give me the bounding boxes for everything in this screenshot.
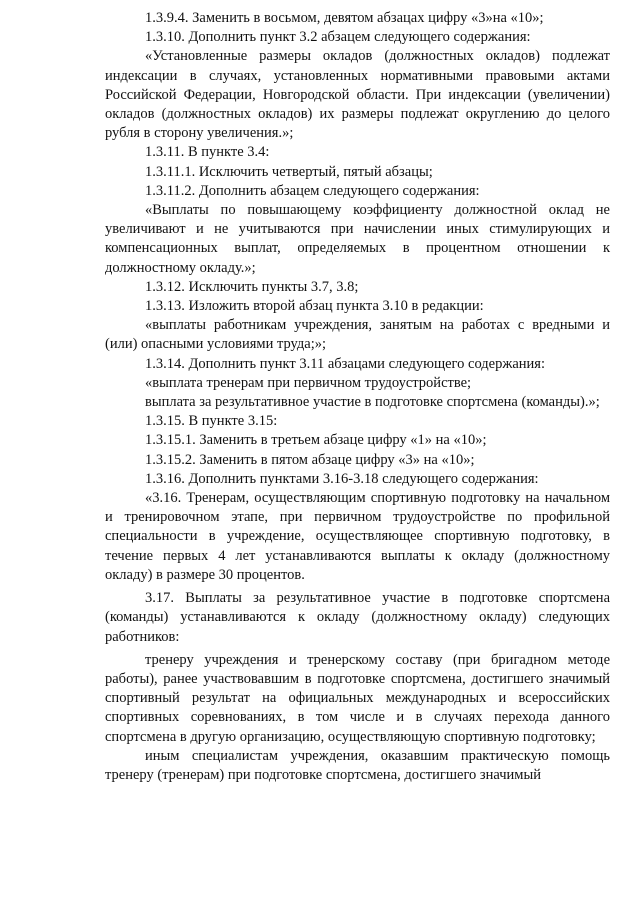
- paragraph-quote-hazardous-work: «выплаты работникам учреждения, занятым на работах с вредными и (или) опасными условиями труда;»;: [105, 317, 610, 353]
- paragraph-3-16: «3.16. Тренерам, осуществляющим спортивную подготовку на начальном и тренировочном этапе, при первичном трудоустройстве по профильной специальности в учреждение, осуществляющее спортивную подготовку, в течение первых 4 лет устанавливаются выплаты к окладу (должностному окладу) в размере 30 процентов.: [105, 490, 610, 583]
- paragraph-1-3-9-4: 1.3.9.4. Заменить в восьмом, девятом абзацах цифру «3»на «10»;: [145, 10, 544, 26]
- paragraph-1-3-15-1: 1.3.15.1. Заменить в третьем абзаце цифру «1» на «10»;: [145, 432, 487, 449]
- document-page: [105, 9, 610, 785]
- paragraph-1-3-13: 1.3.13. Изложить второй абзац пункта 3.10 в редакции:: [145, 298, 484, 315]
- paragraph-1-3-15: 1.3.15. В пункте 3.15:: [145, 413, 278, 430]
- paragraph-1-3-12: 1.3.12. Исключить пункты 3.7, 3.8;: [145, 278, 359, 295]
- paragraph-quote-coefficient: «Выплаты по повышающему коэффициенту должностной оклад не увеличивают и не учитываются при начислении иных стимулирующих и компенсационных выплат, определяемых в процентном отношении к должностному окладу.»;: [105, 202, 610, 276]
- paragraph-quote-athlete-preparation: выплата за результативное участие в подготовке спортсмена (команды).»;: [145, 394, 600, 411]
- paragraph-1-3-14: 1.3.14. Дополнить пункт 3.11 абзацами следующего содержания:: [145, 355, 546, 372]
- paragraph-quote-salary-indexation: «Установленные размеры окладов (должностных окладов) подлежат индексации в случаях, установленных нормативными правовыми актами Российской Федерации, Новгородской области. При индексации (увеличении) окладов (должностных окладов) их размеры подлежат округлению до целого рубля в сторону увеличения.»;: [105, 48, 610, 142]
- paragraph-other-specialists: иным специалистам учреждения, оказавшим практическую помощь тренеру (тренерам) при подготовке спортсмена, достигшего значимый: [105, 747, 610, 783]
- paragraph-1-3-16: 1.3.16. Дополнить пунктами 3.16-3.18 следующего содержания:: [145, 470, 539, 487]
- paragraph-1-3-11-2: 1.3.11.2. Дополнить абзацем следующего содержания:: [145, 182, 480, 199]
- paragraph-quote-trainer-hiring: «выплата тренерам при первичном трудоустройстве;: [145, 374, 472, 391]
- paragraph-3-17: 3.17. Выплаты за результативное участие в подготовке спортсмена (команды) устанавливаются к окладу (должностному окладу) следующих работников:: [105, 590, 610, 645]
- paragraph-trainer-staff: тренеру учреждения и тренерскому составу (при бригадном методе работы), ранее участвовавшим в подготовке спортсмена, достигшего значимый спортивный результат на официальных международных и всероссийских спортивных соревнованиях, в том числе и в случаях перехода данного спортсмена в другую организацию, осуществляющую спортивную подготовку;: [105, 651, 610, 745]
- paragraph-1-3-10: 1.3.10. Дополнить пункт 3.2 абзацем следующего содержания:: [145, 29, 531, 46]
- paragraph-1-3-11-1: 1.3.11.1. Исключить четвертый, пятый абзацы;: [145, 163, 433, 180]
- paragraph-1-3-15-2: 1.3.15.2. Заменить в пятом абзаце цифру «3» на «10»;: [145, 451, 475, 468]
- paragraph-1-3-11: 1.3.11. В пункте 3.4:: [145, 144, 270, 161]
